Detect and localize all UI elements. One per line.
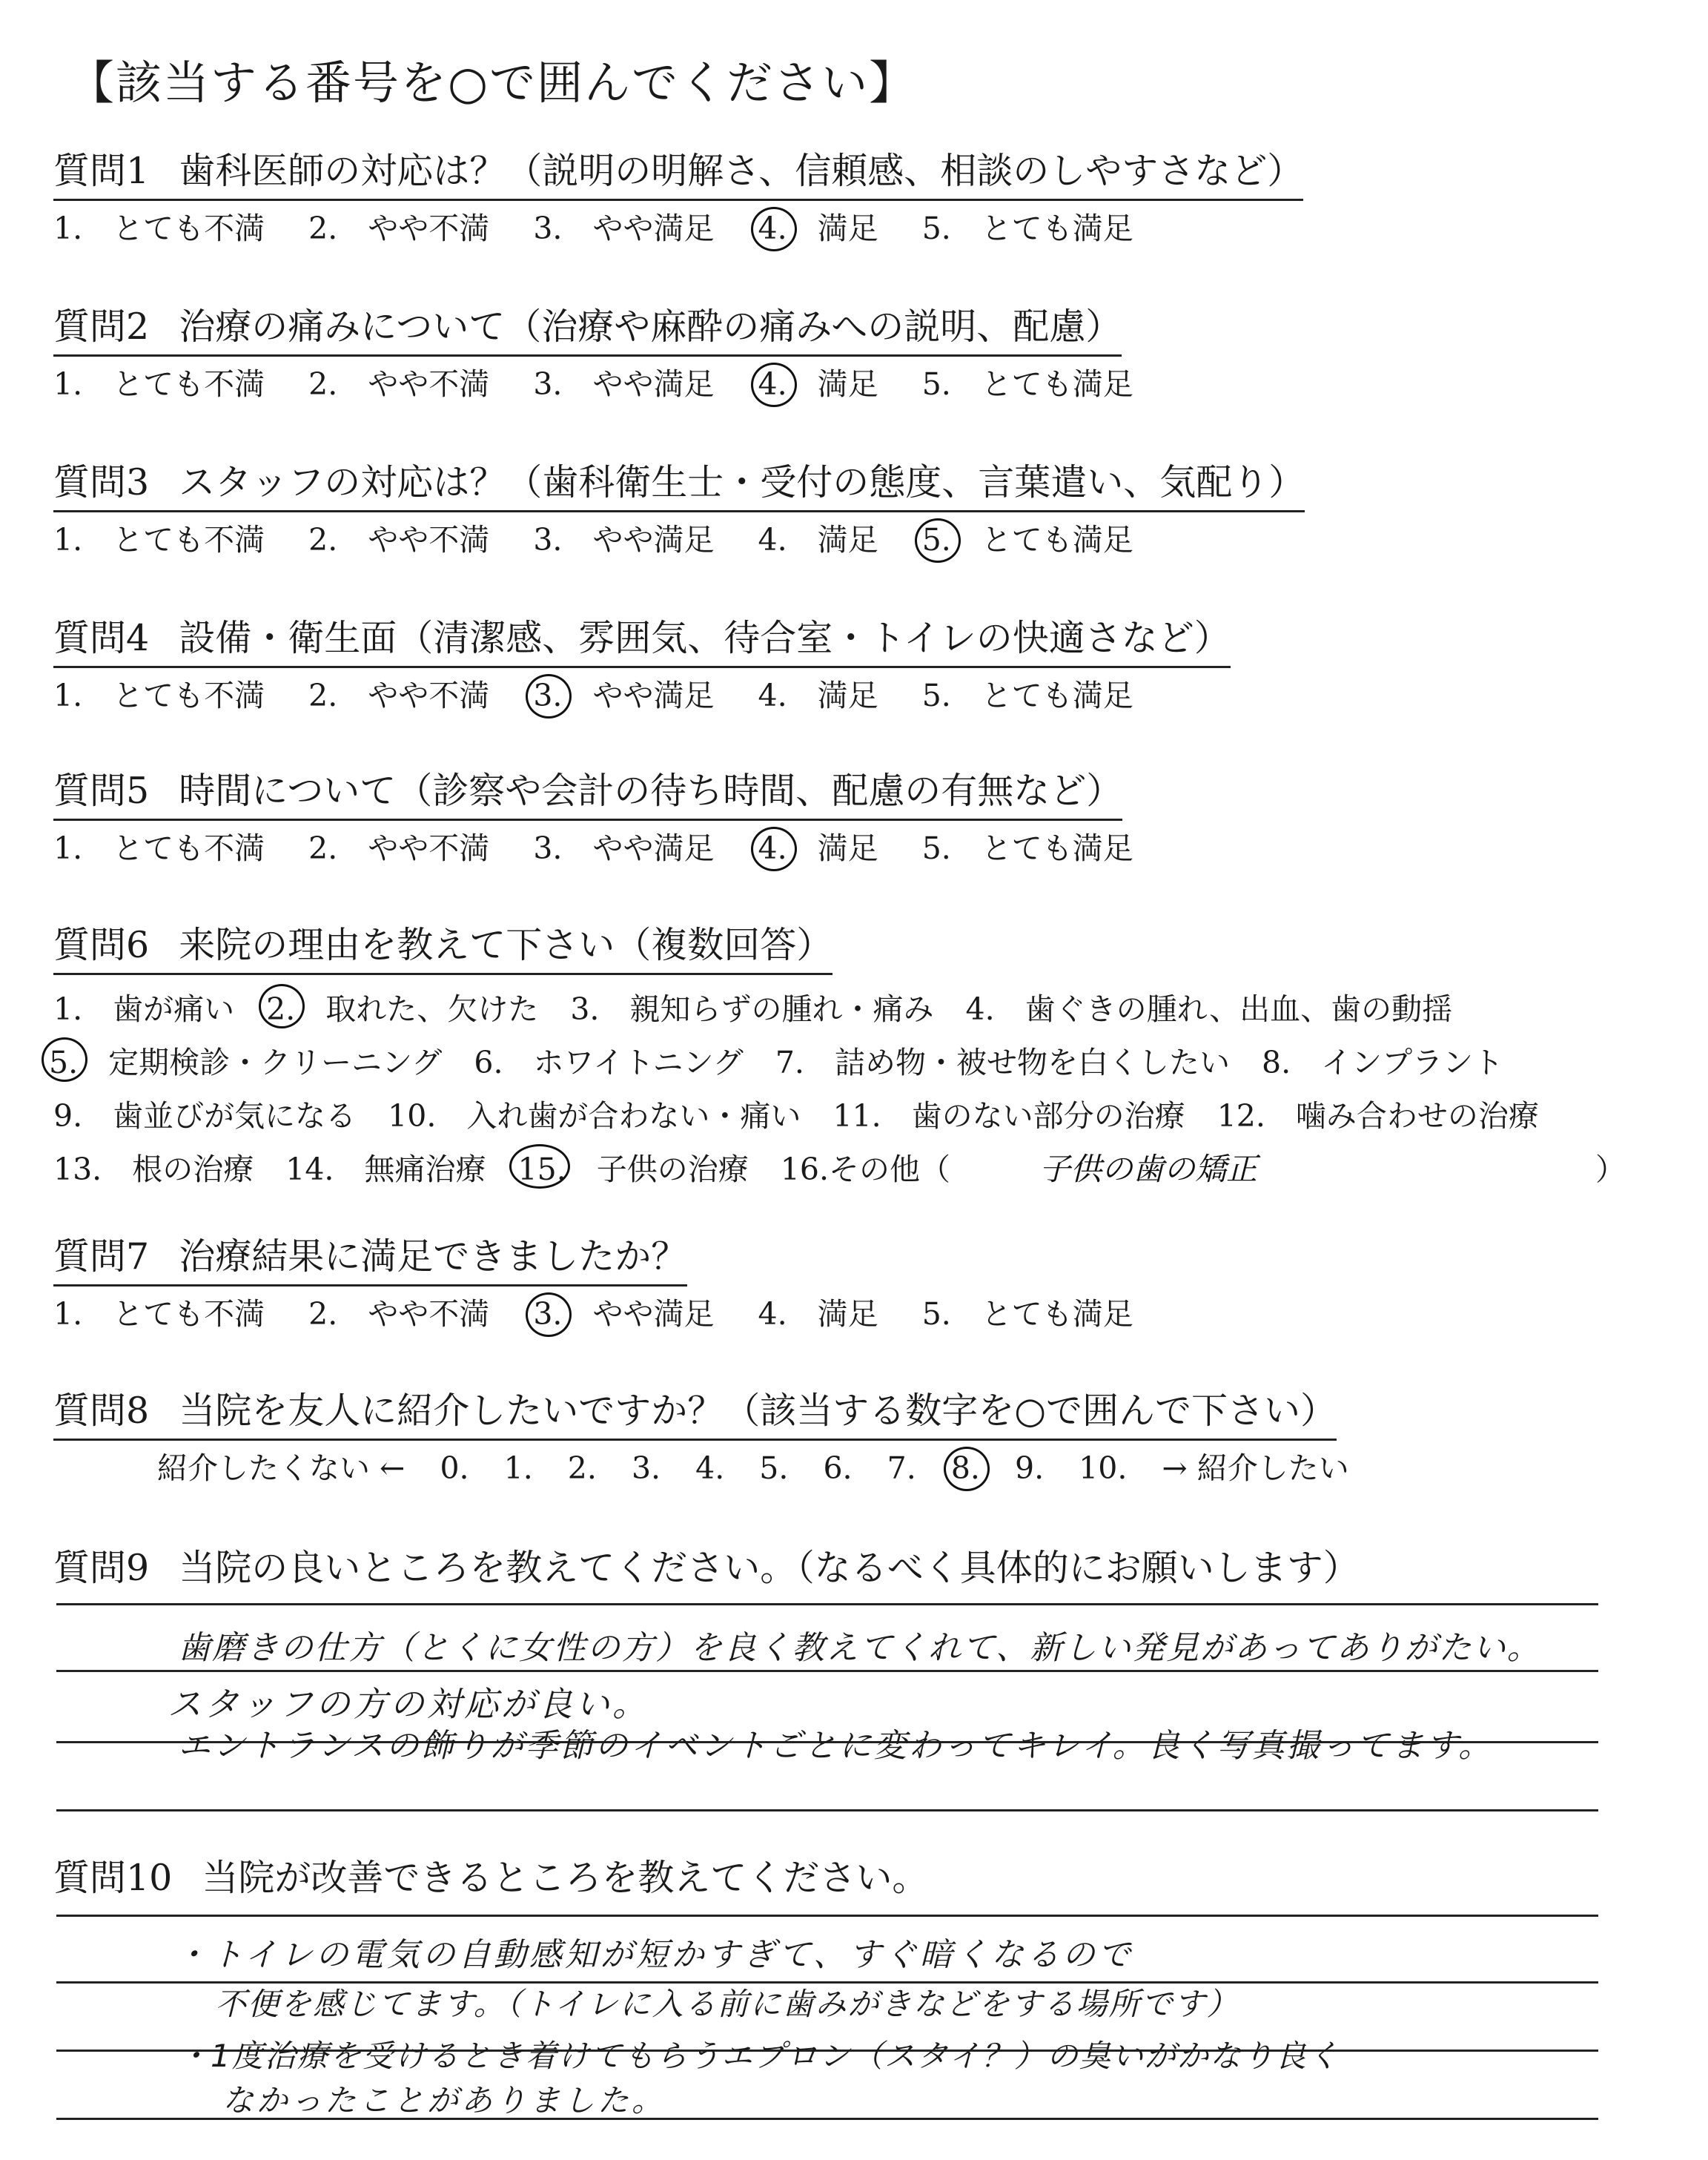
- question-1-heading: [53, 145, 1303, 201]
- option-2[interactable]: 2. やや不満: [308, 830, 490, 866]
- option-1[interactable]: 1. とても不満: [53, 830, 265, 866]
- reason-3[interactable]: 3. 親知らずの腫れ・痛み: [570, 991, 934, 1027]
- scale-point-10[interactable]: 10.: [1079, 1450, 1128, 1486]
- answer-options: [53, 1291, 1168, 1337]
- question-number: 質問5: [53, 770, 150, 812]
- option-5[interactable]: 5. とても満足: [921, 678, 1133, 713]
- reason-14[interactable]: 14. 無痛治療: [285, 1152, 486, 1187]
- scale-point-4[interactable]: 4.: [695, 1450, 725, 1486]
- scale-point-3[interactable]: 3.: [631, 1450, 661, 1486]
- question-text: 治療結果に満足できましたか？: [179, 1235, 688, 1278]
- page-title: 【該当する番号を○で囲んでください】: [68, 56, 917, 110]
- option-1[interactable]: 1. とても不満: [53, 522, 265, 558]
- question-7-heading: [53, 1231, 687, 1287]
- scale-point-7[interactable]: 7.: [887, 1450, 916, 1486]
- reason-16[interactable]: 16.その他（: [780, 1152, 951, 1187]
- option-4-selected[interactable]: 4. 満足: [758, 825, 878, 871]
- reason-8[interactable]: 8. インプラント: [1262, 1045, 1504, 1080]
- answer-options: [53, 673, 1231, 719]
- question-number: 質問3: [53, 461, 150, 503]
- option-1[interactable]: 1. とても不満: [53, 366, 265, 402]
- scale-right-label: → 紹介したい: [1162, 1450, 1349, 1486]
- option-2[interactable]: 2. やや不満: [308, 1296, 490, 1332]
- option-4[interactable]: 4. 満足: [758, 1296, 878, 1332]
- reason-13[interactable]: 13. 根の治療: [53, 1152, 254, 1187]
- question-text: 歯科医師の対応は？（説明の明解さ、信頼感、相談のしやすさなど）: [179, 150, 1304, 192]
- question-text: 当院が改善できるところを教えてください。: [202, 1857, 929, 1899]
- question-number: 質問1: [53, 150, 150, 192]
- answer-options: [53, 825, 1168, 871]
- scale-point-6[interactable]: 6.: [823, 1450, 853, 1486]
- question-number: 質問9: [53, 1547, 150, 1589]
- reason-row-4: [53, 1143, 1626, 1196]
- reason-9[interactable]: 9. 歯並びが気になる: [53, 1098, 357, 1134]
- reason-5-selected[interactable]: 5. 定期検診・クリーニング: [49, 1036, 442, 1089]
- scale-point-1[interactable]: 1.: [503, 1450, 533, 1486]
- question-number: 質問10: [53, 1857, 173, 1899]
- option-3[interactable]: 3. やや満足: [533, 211, 715, 246]
- option-3-selected[interactable]: 3. やや満足: [533, 673, 714, 719]
- q10-answer-line-2: 不便を感じてます。（トイレに入る前に歯みがきなどをする場所です）: [215, 1986, 1239, 2022]
- option-3[interactable]: 3. やや満足: [533, 366, 715, 402]
- scale-point-5[interactable]: 5.: [759, 1450, 789, 1486]
- reason-16-handwritten: 子供の歯の矯正: [1039, 1151, 1258, 1187]
- scale-left-label: 紹介したくない ←: [157, 1450, 406, 1486]
- question-2-heading: [53, 301, 1122, 357]
- reason-row-2: [49, 1036, 1595, 1089]
- question-number: 質問4: [53, 617, 150, 659]
- q9-answer-line-3: エントランスの飾りが季節のイベントごとに変わってキレイ。良く写真撮ってます。: [178, 1727, 1494, 1765]
- option-5[interactable]: 5. とても満足: [921, 830, 1133, 866]
- answer-line: [56, 1670, 1598, 1672]
- question-number: 質問2: [53, 305, 150, 348]
- option-4[interactable]: 4. 満足: [758, 678, 878, 713]
- question-4-heading: [53, 612, 1231, 668]
- option-4[interactable]: 4. 満足: [758, 522, 878, 558]
- answer-options: [53, 361, 1168, 407]
- reason-7[interactable]: 7. 詰め物・被せ物を白くしたい: [775, 1045, 1230, 1080]
- question-text: スタッフの対応は？（歯科衛生士・受付の態度、言葉遣い、気配り）: [179, 461, 1305, 503]
- option-3-selected[interactable]: 3. やや満足: [533, 1291, 714, 1337]
- question-6-heading: [53, 919, 833, 975]
- question-number: 質問6: [53, 924, 150, 966]
- question-5: [53, 765, 1168, 871]
- answer-options: [53, 205, 1303, 251]
- reason-12[interactable]: 12. 噛み合わせの治療: [1217, 1098, 1539, 1134]
- question-text: 来院の理由を教えて下さい（複数回答）: [179, 924, 833, 966]
- reason-1[interactable]: 1. 歯が痛い: [53, 991, 235, 1027]
- reason-2-selected[interactable]: 2. 取れた、欠けた: [266, 982, 538, 1036]
- question-text: 時間について（診察や会計の待ち時間、配慮の有無など）: [179, 770, 1123, 812]
- answer-line: [56, 1809, 1598, 1811]
- question-9: [53, 1542, 1360, 1596]
- reason-row-3: [53, 1089, 1595, 1143]
- reason-11[interactable]: 11. 歯のない部分の治療: [833, 1098, 1185, 1134]
- option-5[interactable]: 5. とても満足: [921, 366, 1133, 402]
- reason-row-1: [53, 982, 1595, 1036]
- q10-answer-line-4: なかったことがありました。: [222, 2082, 666, 2118]
- question-4: [53, 612, 1231, 719]
- option-1[interactable]: 1. とても不満: [53, 1296, 265, 1332]
- question-8-heading: [53, 1385, 1337, 1441]
- option-2[interactable]: 2. やや不満: [308, 366, 490, 402]
- option-5[interactable]: 5. とても満足: [921, 211, 1133, 246]
- question-5-heading: [53, 765, 1122, 821]
- answer-options: [53, 517, 1305, 563]
- scale-point-9[interactable]: 9.: [1014, 1450, 1045, 1486]
- question-text: 当院の良いところを教えてください。（なるべく具体的にお願いします）: [179, 1547, 1360, 1589]
- question-10-heading: [53, 1852, 928, 1906]
- option-2[interactable]: 2. やや不満: [308, 522, 490, 558]
- question-3: [53, 457, 1305, 563]
- question-8: [53, 1385, 1374, 1491]
- reason-4[interactable]: 4. 歯ぐきの腫れ、出血、歯の動揺: [965, 991, 1453, 1027]
- option-4-selected[interactable]: 4. 満足: [758, 361, 878, 407]
- option-5-selected[interactable]: 5. とても満足: [922, 517, 1133, 563]
- question-9-heading: [53, 1542, 1360, 1596]
- option-2[interactable]: 2. やや不満: [308, 678, 490, 713]
- q10-answer-line-1: ・トイレの電気の自動感知が短かすぎて、すぐ暗くなるので: [175, 1936, 1133, 1974]
- option-1[interactable]: 1. とても不満: [53, 211, 265, 246]
- option-1[interactable]: 1. とても不満: [53, 678, 265, 713]
- option-2[interactable]: 2. やや不満: [308, 211, 490, 246]
- question-2: [53, 301, 1168, 407]
- question-3-heading: [53, 457, 1305, 512]
- q10-answer-line-3: ・1度治療を受けるとき着けてもらうエプロン（スタイ？）の臭いがかなり良く: [178, 2038, 1340, 2074]
- answer-line: [56, 1603, 1598, 1605]
- reason-10[interactable]: 10. 入れ歯が合わない・痛い: [388, 1098, 801, 1134]
- reason-15-selected[interactable]: 15. 子供の治療: [518, 1143, 749, 1196]
- answer-line: [56, 1915, 1598, 1917]
- option-5[interactable]: 5. とても満足: [921, 1296, 1133, 1332]
- q9-answer-line-2: スタッフの方の対応が良い。: [168, 1684, 649, 1724]
- scale-point-8-selected[interactable]: 8.: [951, 1445, 980, 1491]
- question-text: 当院を友人に紹介したいですか？（該当する数字を○で囲んで下さい）: [179, 1390, 1337, 1432]
- q9-answer-line-1: 歯磨きの仕方（とくに女性の方）を良く教えてくれて、新しい発見があってありがたい。: [178, 1629, 1541, 1667]
- reason-6[interactable]: 6. ホワイトニング: [474, 1045, 744, 1080]
- question-number: 質問7: [53, 1235, 150, 1278]
- question-10: [53, 1852, 928, 1906]
- reason-16-close: ）: [1595, 1152, 1626, 1187]
- option-4-selected[interactable]: 4. 満足: [758, 205, 878, 251]
- recommend-scale: [157, 1445, 1374, 1491]
- question-text: 治療の痛みについて（治療や麻酔の痛みへの説明、配慮）: [179, 305, 1122, 348]
- question-7: [53, 1231, 1168, 1337]
- option-3[interactable]: 3. やや満足: [533, 830, 715, 866]
- question-number: 質問8: [53, 1390, 150, 1432]
- option-3[interactable]: 3. やや満足: [533, 522, 715, 558]
- question-1: [53, 145, 1303, 251]
- question-6: [49, 919, 1626, 1196]
- scale-point-2[interactable]: 2.: [567, 1450, 597, 1486]
- question-text: 設備・衛生面（清潔感、雰囲気、待合室・トイレの快適さなど）: [179, 617, 1231, 659]
- scale-point-0[interactable]: 0.: [440, 1450, 469, 1486]
